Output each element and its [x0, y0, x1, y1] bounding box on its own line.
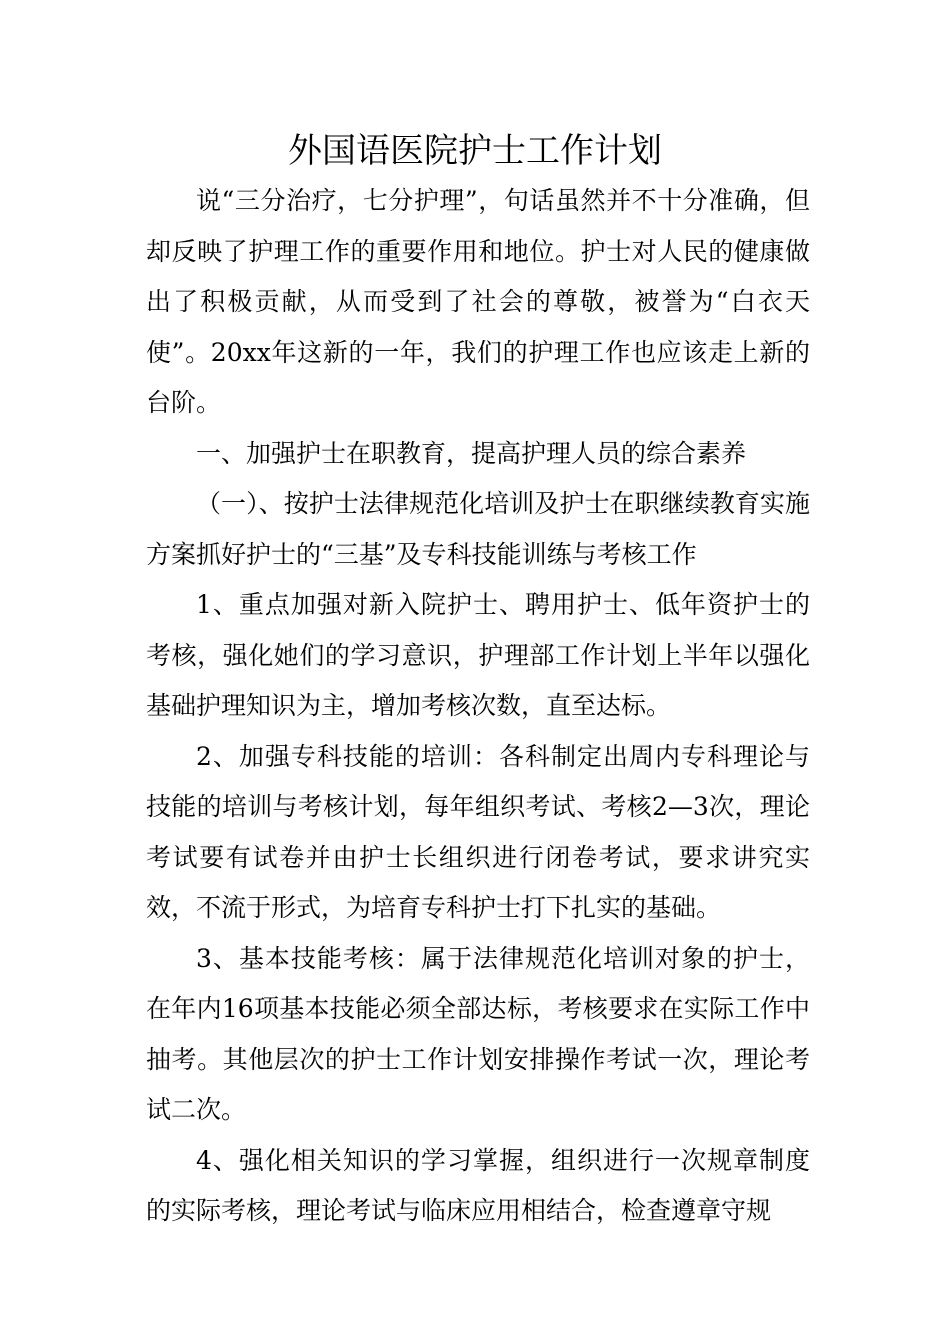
- section-heading-1: 一、加强护士在职教育，提高护理人员的综合素养: [196, 438, 747, 468]
- paragraph-item-2: 2、加强专科技能的培训：各科制定出周内专科理论与技能的培训与考核计划，每年组织考试、考核2—3次，理论考试要有试卷并由护士长组织进行闭卷考试，要求讲究实效，不流于形式，为培育专科护士打下扎实的基础。: [146, 741, 810, 922]
- document-body: [146, 176, 810, 1237]
- paragraph-item-4: 4、强化相关知识的学习掌握，组织进行一次规章制度的实际考核，理论考试与临床应用相结合，检查遵章守规: [146, 1145, 810, 1225]
- subsection-heading-1: （一）、按护士法律规范化培训及护士在职继续教育实施方案抓好护士的“三基”及专科技能训练与考核工作: [146, 489, 810, 569]
- paragraph-item-3: 3、基本技能考核：属于法律规范化培训对象的护士，在年内16项基本技能必须全部达标，考核要求在实际工作中抽考。其他层次的护士工作计划安排操作考试一次，理论考试二次。: [146, 943, 810, 1124]
- paragraph-item-1: 1、重点加强对新入院护士、聘用护士、低年资护士的考核，强化她们的学习意识，护理部工作计划上半年以强化基础护理知识为主，增加考核次数，直至达标。: [146, 590, 810, 720]
- document-title: 外国语医院护士工作计划: [288, 131, 662, 171]
- paragraph-intro: 说“三分治疗，七分护理”，句话虽然并不十分准确，但却反映了护理工作的重要作用和地位。护士对人民的健康做出了积极贡献，从而受到了社会的尊敬，被誉为“白衣天使”。20xx年这新的一年，我们的护理工作也应该走上新的台阶。: [146, 186, 810, 417]
